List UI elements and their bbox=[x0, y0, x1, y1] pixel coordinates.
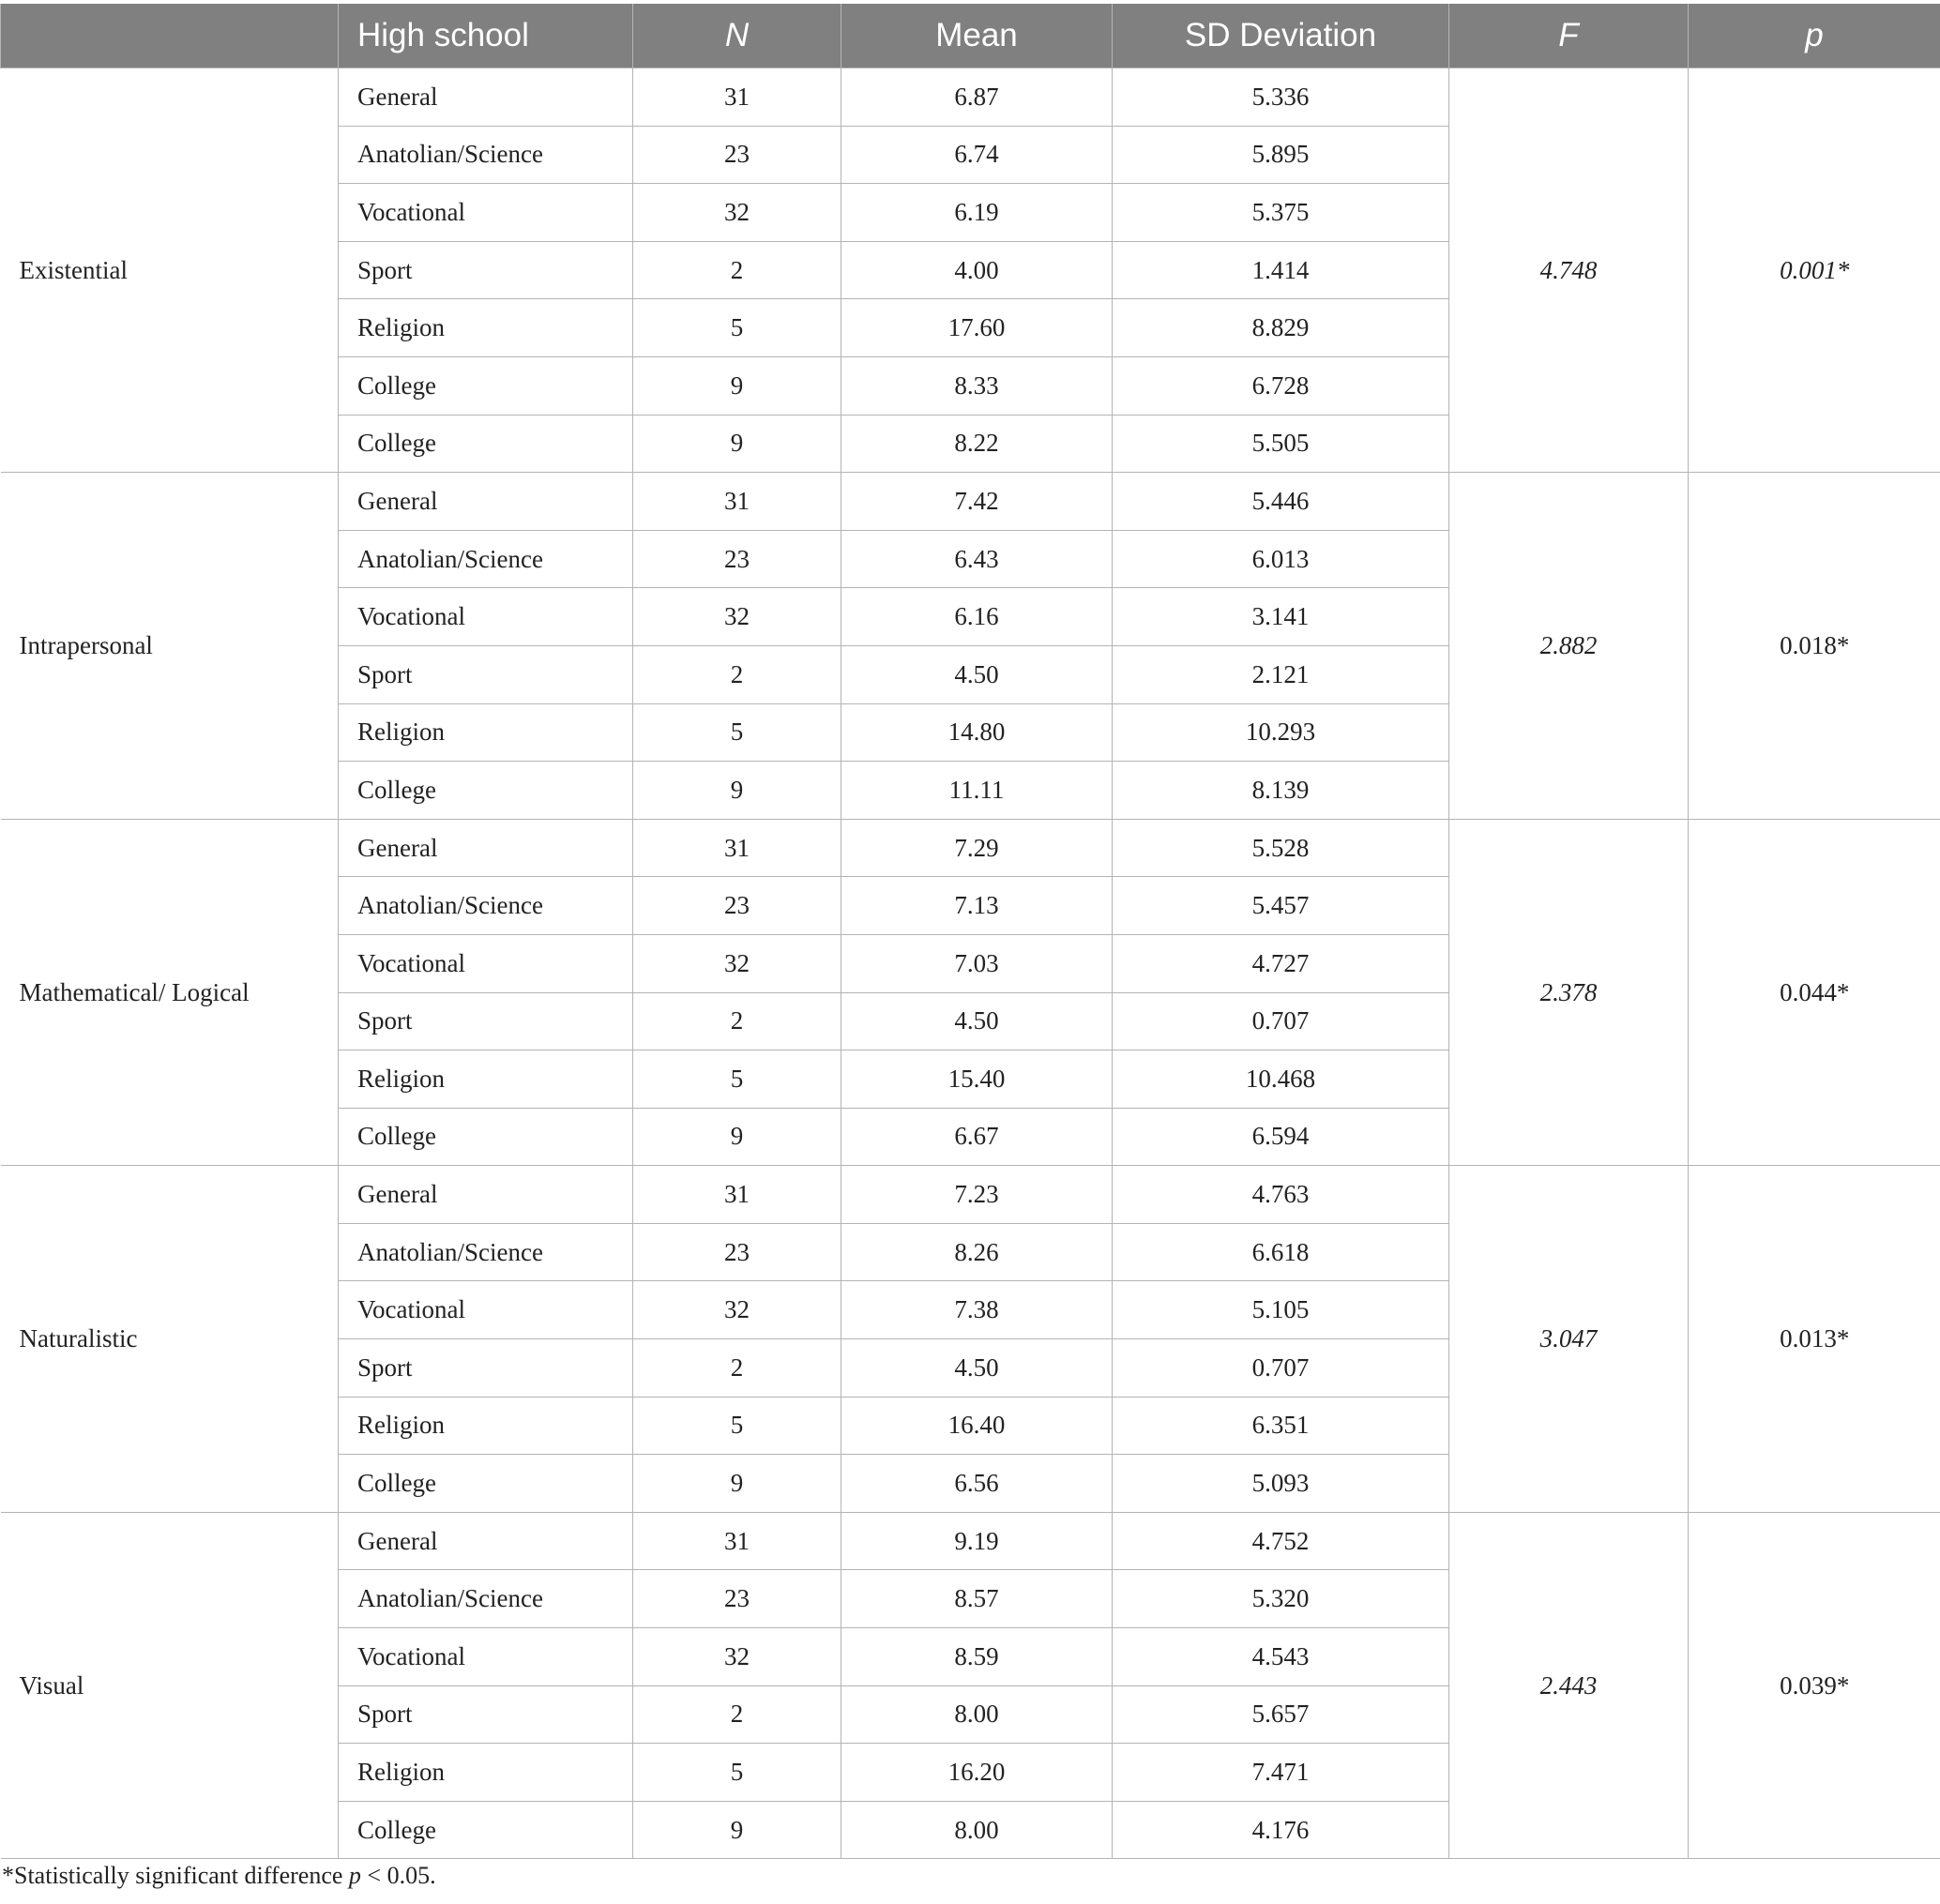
mean-cell: 14.80 bbox=[841, 703, 1113, 762]
school-cell: Vocational bbox=[339, 1628, 633, 1686]
n-cell: 5 bbox=[633, 299, 841, 357]
f-statistic: 2.378 bbox=[1449, 819, 1689, 1166]
mean-cell: 8.00 bbox=[841, 1685, 1113, 1744]
sd-cell: 5.657 bbox=[1113, 1685, 1449, 1744]
sd-cell: 6.013 bbox=[1113, 530, 1449, 588]
school-cell: Sport bbox=[339, 241, 633, 299]
f-statistic: 4.748 bbox=[1449, 68, 1689, 473]
n-cell: 5 bbox=[633, 703, 841, 762]
school-cell: Vocational bbox=[339, 184, 633, 242]
anova-table bbox=[0, 4, 1940, 1859]
sd-cell: 6.618 bbox=[1113, 1223, 1449, 1281]
footnote-suffix: < 0.05. bbox=[360, 1862, 436, 1889]
mean-cell: 4.50 bbox=[841, 992, 1113, 1050]
mean-cell: 6.56 bbox=[841, 1455, 1113, 1513]
school-cell: Sport bbox=[339, 1685, 633, 1744]
school-cell: College bbox=[339, 1801, 633, 1859]
f-statistic: 2.882 bbox=[1449, 473, 1689, 820]
mean-cell: 15.40 bbox=[841, 1050, 1113, 1109]
n-cell: 31 bbox=[633, 68, 841, 127]
sd-cell: 5.320 bbox=[1113, 1570, 1449, 1628]
mean-cell: 6.43 bbox=[841, 530, 1113, 588]
sd-cell: 6.728 bbox=[1113, 356, 1449, 415]
mean-cell: 6.19 bbox=[841, 184, 1113, 242]
school-cell: Anatolian/Science bbox=[339, 1223, 633, 1281]
table-row bbox=[1, 1166, 1940, 1224]
sd-cell: 5.105 bbox=[1113, 1281, 1449, 1339]
sd-cell: 4.543 bbox=[1113, 1628, 1449, 1686]
footnote bbox=[2, 1862, 436, 1890]
n-cell: 9 bbox=[633, 1801, 841, 1859]
school-cell: General bbox=[339, 473, 633, 531]
school-cell: College bbox=[339, 762, 633, 820]
n-cell: 9 bbox=[633, 415, 841, 473]
sd-cell: 5.457 bbox=[1113, 877, 1449, 935]
mean-cell: 17.60 bbox=[841, 299, 1113, 357]
school-cell: College bbox=[339, 415, 633, 473]
sd-cell: 6.594 bbox=[1113, 1108, 1449, 1166]
n-cell: 31 bbox=[633, 819, 841, 877]
sd-cell: 5.505 bbox=[1113, 415, 1449, 473]
n-cell: 23 bbox=[633, 530, 841, 588]
school-cell: Anatolian/Science bbox=[339, 126, 633, 184]
school-cell: General bbox=[339, 819, 633, 877]
n-cell: 31 bbox=[633, 473, 841, 531]
school-cell: General bbox=[339, 68, 633, 127]
school-cell: Sport bbox=[339, 992, 633, 1050]
table-row bbox=[1, 1512, 1940, 1570]
school-cell: Religion bbox=[339, 1050, 633, 1109]
header-n: N bbox=[633, 4, 841, 68]
sd-cell: 8.139 bbox=[1113, 762, 1449, 820]
table-row bbox=[1, 819, 1940, 877]
mean-cell: 7.29 bbox=[841, 819, 1113, 877]
mean-cell: 4.00 bbox=[841, 241, 1113, 299]
school-cell: Vocational bbox=[339, 934, 633, 992]
table-row bbox=[1, 473, 1940, 531]
n-cell: 31 bbox=[633, 1166, 841, 1224]
sd-cell: 5.528 bbox=[1113, 819, 1449, 877]
sd-cell: 8.829 bbox=[1113, 299, 1449, 357]
f-statistic: 3.047 bbox=[1449, 1166, 1689, 1513]
p-value: 0.001* bbox=[1689, 68, 1940, 473]
n-cell: 32 bbox=[633, 934, 841, 992]
table-body bbox=[1, 68, 1940, 1859]
sd-cell: 10.293 bbox=[1113, 703, 1449, 762]
school-cell: College bbox=[339, 356, 633, 415]
mean-cell: 7.23 bbox=[841, 1166, 1113, 1224]
group-label: Naturalistic bbox=[1, 1166, 339, 1513]
table-row bbox=[1, 68, 1940, 127]
school-cell: College bbox=[339, 1455, 633, 1513]
group-label: Visual bbox=[1, 1512, 339, 1859]
sd-cell: 1.414 bbox=[1113, 241, 1449, 299]
sd-cell: 0.707 bbox=[1113, 992, 1449, 1050]
p-value: 0.044* bbox=[1689, 819, 1940, 1166]
mean-cell: 6.67 bbox=[841, 1108, 1113, 1166]
group-label: Intrapersonal bbox=[1, 473, 339, 820]
mean-cell: 8.59 bbox=[841, 1628, 1113, 1686]
sd-cell: 7.471 bbox=[1113, 1744, 1449, 1802]
n-cell: 23 bbox=[633, 1570, 841, 1628]
header-group bbox=[1, 4, 339, 68]
mean-cell: 7.03 bbox=[841, 934, 1113, 992]
header-high-school: High school bbox=[339, 4, 633, 68]
n-cell: 23 bbox=[633, 877, 841, 935]
sd-cell: 5.895 bbox=[1113, 126, 1449, 184]
sd-cell: 4.176 bbox=[1113, 1801, 1449, 1859]
sd-cell: 2.121 bbox=[1113, 645, 1449, 703]
header-f: F bbox=[1449, 4, 1689, 68]
sd-cell: 4.752 bbox=[1113, 1512, 1449, 1570]
n-cell: 9 bbox=[633, 762, 841, 820]
mean-cell: 6.74 bbox=[841, 126, 1113, 184]
mean-cell: 16.40 bbox=[841, 1397, 1113, 1455]
mean-cell: 11.11 bbox=[841, 762, 1113, 820]
header-sd: SD Deviation bbox=[1113, 4, 1449, 68]
n-cell: 9 bbox=[633, 1108, 841, 1166]
sd-cell: 5.093 bbox=[1113, 1455, 1449, 1513]
mean-cell: 8.00 bbox=[841, 1801, 1113, 1859]
mean-cell: 6.16 bbox=[841, 588, 1113, 646]
header-mean: Mean bbox=[841, 4, 1113, 68]
n-cell: 2 bbox=[633, 645, 841, 703]
school-cell: Anatolian/Science bbox=[339, 1570, 633, 1628]
n-cell: 23 bbox=[633, 126, 841, 184]
n-cell: 9 bbox=[633, 356, 841, 415]
n-cell: 5 bbox=[633, 1744, 841, 1802]
n-cell: 9 bbox=[633, 1455, 841, 1513]
n-cell: 2 bbox=[633, 1685, 841, 1744]
sd-cell: 5.336 bbox=[1113, 68, 1449, 127]
n-cell: 31 bbox=[633, 1512, 841, 1570]
mean-cell: 4.50 bbox=[841, 645, 1113, 703]
school-cell: Sport bbox=[339, 645, 633, 703]
n-cell: 2 bbox=[633, 241, 841, 299]
mean-cell: 6.87 bbox=[841, 68, 1113, 127]
footnote-prefix: *Statistically significant difference bbox=[2, 1862, 349, 1889]
group-label: Mathematical/ Logical bbox=[1, 819, 339, 1166]
school-cell: Anatolian/Science bbox=[339, 530, 633, 588]
n-cell: 32 bbox=[633, 1281, 841, 1339]
mean-cell: 7.42 bbox=[841, 473, 1113, 531]
school-cell: Religion bbox=[339, 1744, 633, 1802]
p-value: 0.018* bbox=[1689, 473, 1940, 820]
mean-cell: 16.20 bbox=[841, 1744, 1113, 1802]
n-cell: 5 bbox=[633, 1050, 841, 1109]
f-statistic: 2.443 bbox=[1449, 1512, 1689, 1859]
school-cell: College bbox=[339, 1108, 633, 1166]
mean-cell: 8.57 bbox=[841, 1570, 1113, 1628]
n-cell: 32 bbox=[633, 184, 841, 242]
group-label: Existential bbox=[1, 68, 339, 473]
school-cell: General bbox=[339, 1512, 633, 1570]
p-value: 0.013* bbox=[1689, 1166, 1940, 1513]
mean-cell: 7.38 bbox=[841, 1281, 1113, 1339]
n-cell: 2 bbox=[633, 1339, 841, 1398]
n-cell: 5 bbox=[633, 1397, 841, 1455]
school-cell: Anatolian/Science bbox=[339, 877, 633, 935]
school-cell: General bbox=[339, 1166, 633, 1224]
sd-cell: 10.468 bbox=[1113, 1050, 1449, 1109]
sd-cell: 4.727 bbox=[1113, 934, 1449, 992]
sd-cell: 5.375 bbox=[1113, 184, 1449, 242]
sd-cell: 4.763 bbox=[1113, 1166, 1449, 1224]
mean-cell: 8.33 bbox=[841, 356, 1113, 415]
mean-cell: 8.22 bbox=[841, 415, 1113, 473]
n-cell: 23 bbox=[633, 1223, 841, 1281]
footnote-variable: p bbox=[348, 1862, 361, 1889]
p-value: 0.039* bbox=[1689, 1512, 1940, 1859]
sd-cell: 5.446 bbox=[1113, 473, 1449, 531]
n-cell: 32 bbox=[633, 1628, 841, 1686]
sd-cell: 6.351 bbox=[1113, 1397, 1449, 1455]
school-cell: Vocational bbox=[339, 1281, 633, 1339]
school-cell: Religion bbox=[339, 703, 633, 762]
school-cell: Religion bbox=[339, 1397, 633, 1455]
header-row bbox=[1, 4, 1940, 68]
sd-cell: 3.141 bbox=[1113, 588, 1449, 646]
mean-cell: 8.26 bbox=[841, 1223, 1113, 1281]
n-cell: 2 bbox=[633, 992, 841, 1050]
school-cell: Religion bbox=[339, 299, 633, 357]
n-cell: 32 bbox=[633, 588, 841, 646]
school-cell: Vocational bbox=[339, 588, 633, 646]
sd-cell: 0.707 bbox=[1113, 1339, 1449, 1398]
mean-cell: 4.50 bbox=[841, 1339, 1113, 1398]
header-p: p bbox=[1689, 4, 1940, 68]
mean-cell: 9.19 bbox=[841, 1512, 1113, 1570]
school-cell: Sport bbox=[339, 1339, 633, 1398]
mean-cell: 7.13 bbox=[841, 877, 1113, 935]
